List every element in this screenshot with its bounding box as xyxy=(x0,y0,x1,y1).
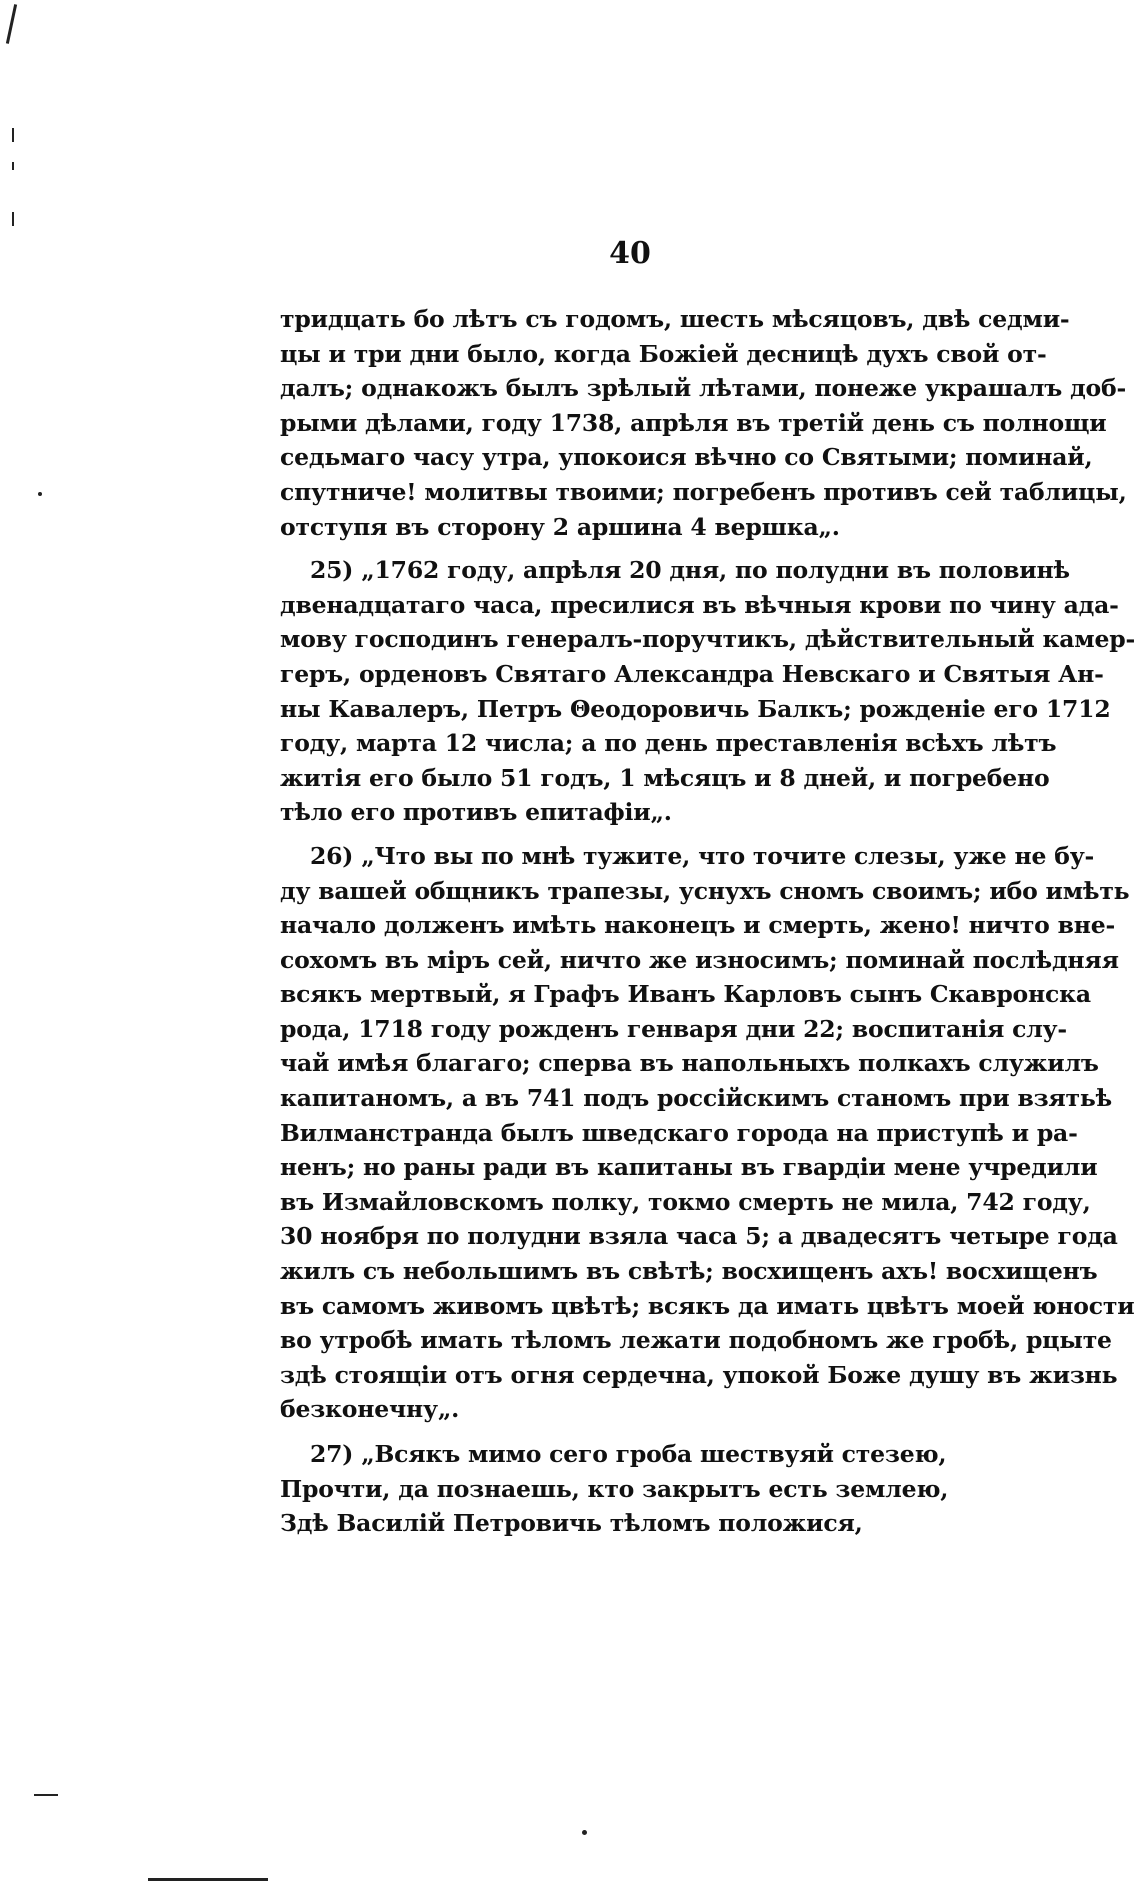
text-line: 25) „1762 году, апрѣля 20 дня, по полудни въ половинѣ xyxy=(310,556,1070,585)
text-line: седьмаго часу утра, упокоися вѣчно со Святыми; поминай, xyxy=(280,443,1093,472)
text-line: всякъ мертвый, я Графъ Иванъ Карловъ сынъ Скавронска xyxy=(280,980,1091,1009)
text-line: въ самомъ живомъ цвѣтѣ; всякъ да имать цвѣтъ моей юности xyxy=(280,1291,1135,1320)
scan-artifact xyxy=(12,162,14,170)
paragraph xyxy=(280,839,1135,1427)
text-line: далъ; однакожъ былъ зрѣлый лѣтами, понеже украшалъ доб- xyxy=(280,374,1127,403)
text-line: ду вашей общникъ трапезы, уснухъ сномъ своимъ; ибо имѣть xyxy=(280,876,1130,905)
text-line: цы и три дни было, когда Божіей десницѣ духъ свой от- xyxy=(280,339,1047,368)
text-line: 30 ноября по полудни взяла часа 5; а двадесятъ четыре года xyxy=(280,1222,1118,1251)
paragraph xyxy=(280,1437,1020,1541)
text-line: рода, 1718 году рожденъ генваря дни 22; воспитанія слу- xyxy=(280,1014,1067,1043)
text-line: 26) „Что вы по мнѣ тужите, что точите слезы, уже не бу- xyxy=(310,841,1095,870)
text-line: здѣ стоящіи отъ огня сердечна, упокой Боже душу въ жизнь xyxy=(280,1360,1118,1389)
text-line: тѣло его противъ епитафіи„. xyxy=(280,798,672,827)
text-line: геръ, орденовъ Святаго Александра Невскаго и Святыя Ан- xyxy=(280,659,1104,688)
text-line: житія его было 51 годъ, 1 мѣсяцъ и 8 дней, и погребено xyxy=(280,763,1050,792)
scan-artifact xyxy=(582,1830,587,1835)
scan-artifact xyxy=(38,492,42,496)
text-line: 27) „Всякъ мимо сего гроба шествуяй стезею, xyxy=(310,1440,947,1468)
text-line: году, марта 12 числа; а по день преставленія всѣхъ лѣтъ xyxy=(280,729,1057,758)
text-line: сохомъ въ міръ сей, ничто же износимъ; поминай послѣдняя xyxy=(280,945,1119,974)
text-line: Прочти, да познаешь, кто закрытъ есть землею, xyxy=(280,1474,949,1503)
scan-artifact xyxy=(34,1794,58,1796)
scan-artifact xyxy=(12,128,14,142)
text-line: мову господинъ генералъ-поручтикъ, дѣйствительный камер- xyxy=(280,625,1136,654)
text-line: Вилманстранда былъ шведскаго города на приступѣ и ра- xyxy=(280,1118,1078,1147)
paragraph xyxy=(280,302,1127,544)
text-line: рыми дѣлами, году 1738, апрѣля въ третій день съ полнощи xyxy=(280,408,1107,437)
text-line: ны Кавалеръ, Петръ Θеодоровичь Балкъ; рожденіе его 1712 xyxy=(280,694,1111,723)
page-number: 40 xyxy=(609,236,651,271)
text-line: жилъ съ небольшимъ въ свѣтѣ; восхищенъ ахъ! восхищенъ xyxy=(280,1257,1098,1286)
text-line: двенадцатаго часа, пресилися въ вѣчныя крови по чину ада- xyxy=(280,590,1119,619)
text-line: тридцать бо лѣтъ съ годомъ, шесть мѣсяцовъ, двѣ седми- xyxy=(280,305,1070,333)
scan-artifact xyxy=(6,4,17,44)
scan-artifact xyxy=(148,1878,268,1881)
paragraph xyxy=(280,553,1136,830)
text-line: отступя въ сторону 2 аршина 4 вершка„. xyxy=(280,512,840,541)
text-line: капитаномъ, а въ 741 подъ россійскимъ станомъ при взятьѣ xyxy=(280,1084,1112,1113)
body-text xyxy=(280,302,1136,1550)
text-line: безконечну„. xyxy=(280,1395,460,1424)
text-line: ненъ; но раны ради въ капитаны въ гвардіи мене учредили xyxy=(280,1153,1098,1182)
text-line: въ Измайловскомъ полку, токмо смерть не мила, 742 году, xyxy=(280,1187,1091,1216)
text-line: спутниче! молитвы твоими; погребенъ противъ сей таблицы, xyxy=(280,477,1127,506)
text-line: Здѣ Василій Петровичь тѣломъ положися, xyxy=(280,1509,863,1538)
text-line: начало долженъ имѣть наконецъ и смерть, жено! ничто вне- xyxy=(280,911,1116,940)
text-line: чай имѣя благаго; сперва въ напольныхъ полкахъ служилъ xyxy=(280,1049,1099,1078)
scan-artifact xyxy=(12,212,14,226)
text-line: во утробѣ имать тѣломъ лежати подобномъ же гробѣ, рцыте xyxy=(280,1326,1112,1355)
